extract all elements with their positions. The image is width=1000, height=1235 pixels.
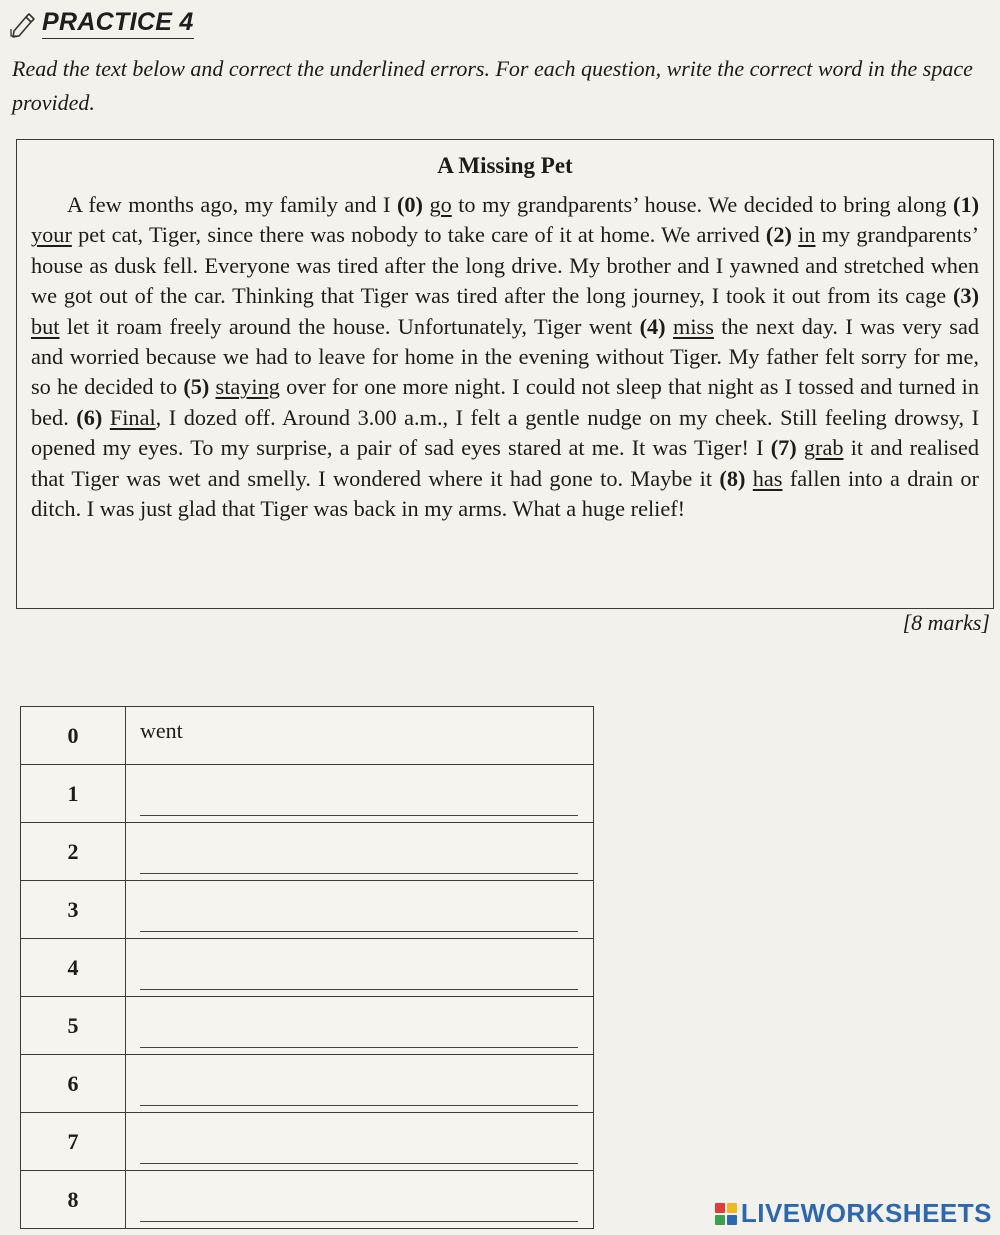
question-number: (6) [76,404,103,430]
logo-square [715,1203,725,1213]
answer-blank-6[interactable] [140,1075,578,1106]
answer-cell [126,823,594,881]
passage-title: A Missing Pet [437,153,573,178]
answer-cell [126,997,594,1055]
answer-number: 8 [21,1171,126,1229]
answer-row [21,1055,594,1113]
passage-text: to my grandparents’ house. We decided to bring along [451,192,954,217]
brand-text: LIVEWORKSHEETS [740,1198,992,1228]
underlined-error: Final [109,404,156,430]
question-number: (0) [396,192,423,217]
underlined-error: but [31,313,60,339]
answer-number: 0 [21,707,126,765]
underlined-error: miss [673,313,714,339]
underlined-error: in [798,222,816,248]
logo-icon [715,1203,737,1225]
answer-blank-7[interactable] [140,1133,578,1164]
underlined-error: your [31,222,72,248]
answer-cell [126,765,594,823]
pencil-icon [8,9,38,39]
question-number: (1) [953,192,980,217]
answer-row [21,881,594,939]
answer-blank-8[interactable] [140,1191,578,1222]
passage-text: my grandparents’ house as dusk fell. Everyone was tired after the long drive. My brother and I yawned and stretched when we got out of the car. Thinking that Tiger was tired after the long journey, I took it out from its cage [31,222,980,309]
practice-title: PRACTICE 4 [42,8,194,39]
answer-cell [126,939,594,997]
answer-blank-2[interactable] [140,843,578,874]
answer-cell [126,881,594,939]
answer-number: 4 [21,939,126,997]
passage-text [797,435,804,460]
passage-text: the next day. I was very sad and worried because we had to leave for home in the evening without Tiger. My father felt sorry for me, so he decided to [31,313,979,400]
passage-text: fallen into a drain or ditch. I was just glad that Tiger was back in my arms. What a huge relief! [31,465,979,522]
example-answer-value: went [140,717,183,743]
answer-row [21,765,594,823]
answer-number: 2 [21,823,126,881]
answer-row [21,707,594,765]
logo-square [727,1203,737,1213]
question-number: (4) [639,313,666,339]
instructions: Read the text below and correct the underlined errors. For each question, write the correct word in the space provided. [12,56,973,115]
passage-text: over for one more night. I could not sleep that night as I tossed and turned in bed. [31,374,979,430]
answer-blank-4[interactable] [140,959,578,990]
question-number: (5) [183,374,210,400]
passage-body [31,190,979,524]
answer-cell [126,1113,594,1171]
underlined-error: staying [215,374,280,400]
answer-number: 5 [21,997,126,1055]
answer-number: 3 [21,881,126,939]
question-number: (3) [953,283,979,309]
logo-square [715,1215,725,1225]
answer-row [21,1171,594,1229]
underlined-error: grab [803,435,844,461]
passage-box [16,139,994,609]
answer-row [21,939,594,997]
logo-square [727,1215,737,1225]
answer-cell [126,1055,594,1113]
passage-text [745,466,752,491]
answer-table [20,706,594,1229]
answer-row [21,823,594,881]
answer-blank-5[interactable] [140,1017,578,1048]
answer-row [21,1113,594,1171]
liveworksheets-logo [715,1198,992,1229]
passage-text [102,405,110,430]
answer-blank-1[interactable] [140,785,578,816]
underlined-error: has [752,465,783,491]
underlined-error: go [429,192,452,217]
question-number: (2) [765,222,792,248]
passage-text: , I dozed off. Around 3.00 a.m., I felt a gentle nudge on my cheek. Still feeling drowsy, I opened my eyes. To my surprise, a pair of sad eyes stared at me. It was Tiger! I [31,404,979,461]
answer-cell [126,1171,594,1229]
passage-text [666,314,673,339]
passage-text: A few months ago, my family and I [67,192,397,217]
question-number: (8) [719,465,746,491]
answer-blank-3[interactable] [140,901,578,932]
answer-number: 1 [21,765,126,823]
passage-text: it and realised that Tiger was wet and smelly. I wondered where it had gone to. Maybe it [31,435,979,491]
answer-number: 7 [21,1113,126,1171]
question-number: (7) [770,435,797,461]
answer-row [21,997,594,1055]
marks-label: [8 marks] [902,610,990,635]
passage-text: let it roam freely around the house. Unfortunately, Tiger went [59,313,640,339]
page-header [8,8,194,39]
passage-text: pet cat, Tiger, since there was nobody to take care of it at home. We arrived [71,222,766,248]
answer-number: 6 [21,1055,126,1113]
example-answer [126,707,594,765]
